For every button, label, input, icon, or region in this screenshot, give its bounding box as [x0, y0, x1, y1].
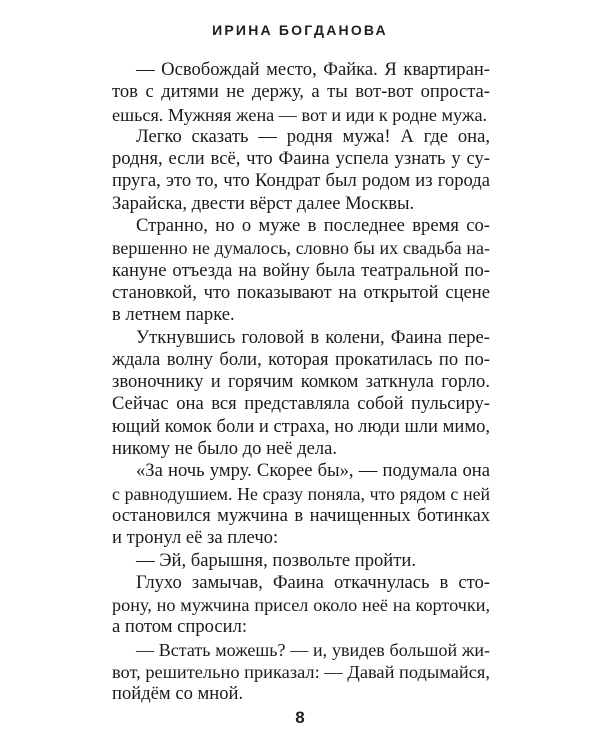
page-number: 8: [295, 708, 305, 727]
text-line: кануне отъезда на войну была театральной по-: [112, 259, 490, 281]
text-line: звоночнику и горячим комком заткнула горло.: [112, 371, 490, 393]
text-line: и тронул её за плечо:: [112, 527, 279, 549]
text-line: Глухо замычав, Фаина откачнулась в сто-: [136, 571, 490, 593]
text-line: вершенно не думалось, словно бы их свадьба на-: [112, 238, 490, 259]
text-line: Сейчас она вся представляла собой пульсиру-: [112, 393, 490, 415]
body-text: [112, 59, 490, 706]
text-line: Зарайска, двести вёрст далее Москвы.: [112, 192, 415, 214]
text-line: с равнодушием. Не сразу поняла, что рядом с ней: [112, 483, 490, 504]
running-head-author: ИРИНА БОГДАНОВА: [212, 22, 388, 38]
text-line: родня, если всё, что Фаина успела узнать у су-: [112, 148, 490, 170]
text-line: Легко сказать — родня мужа! А где она,: [136, 125, 490, 147]
text-line: «За ночь умру. Скорее бы», — подумала она: [136, 460, 490, 482]
text-line: пойдём со мной.: [112, 683, 244, 705]
text-line: вот, решительно приказал: — Давай подымайся,: [112, 662, 490, 683]
text-line: никому не было до неё дела.: [112, 438, 338, 460]
text-line: ждала волну боли, которая прокатилась по по-: [112, 348, 490, 370]
text-line: становкой, что показывают на открытой сцене: [112, 281, 490, 303]
text-line: тов с дитями не держу, а ты вот-вот опроста-: [112, 81, 490, 103]
text-line: рону, но мужчина присел около неё на корточки,: [112, 595, 490, 616]
text-line: ешься. Мужняя жена — вот и иди к родне мужа.: [112, 104, 488, 125]
text-line: Странно, но о муже в последнее время со-: [136, 215, 490, 237]
text-line: в летнем парке.: [112, 304, 235, 326]
text-line: — Эй, барышня, позвольте пройти.: [136, 549, 416, 571]
text-line: а потом спросил:: [112, 616, 248, 638]
text-line: пруга, это то, что Кондрат был родом из города: [112, 170, 490, 192]
text-line: остановился мужчина в начищенных ботинках: [112, 504, 490, 526]
text-line: — Встать можешь? — и, увидев большой жи-: [136, 639, 490, 660]
text-line: Уткнувшись головой в колени, Фаина пере-: [136, 326, 490, 348]
text-line: ющий комок боли и страха, но люди шли мимо,: [112, 415, 490, 437]
text-line: — Освобождай место, Файка. Я квартиран-: [136, 59, 490, 80]
